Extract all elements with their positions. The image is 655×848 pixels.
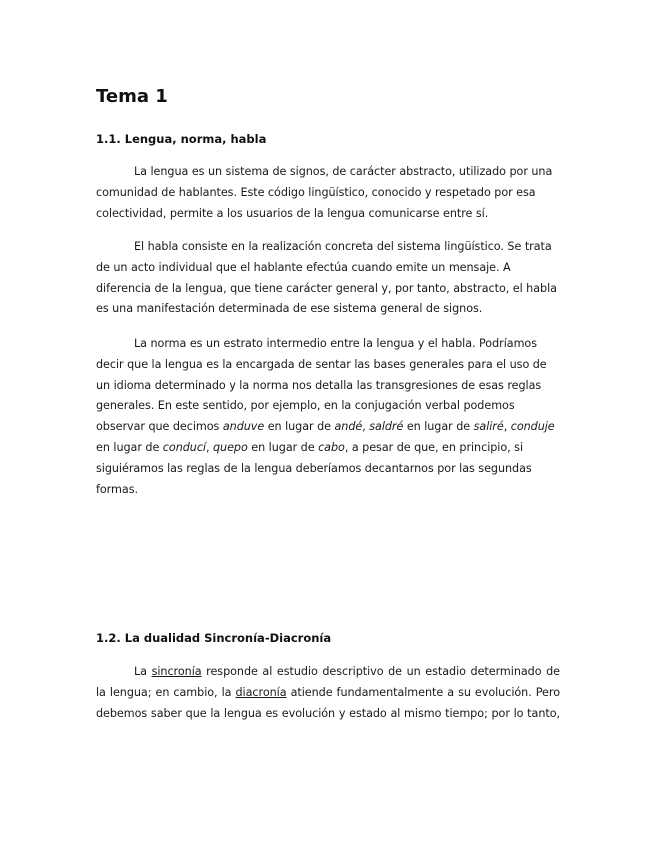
connector: en lugar de	[403, 420, 474, 434]
separator: ,	[503, 420, 511, 434]
connector: en lugar de	[96, 440, 163, 454]
norma-text-a: La norma es un estrato intermedio entre la lengua y el habla. Podríamos decir que la lengua es la encargada de sentar las bases generales para el uso de un idioma determinado y la norma nos detalla las transgresiones de esas reglas generales. En este sentido, por ejemplo, en la conjugación verbal podemos observar que decimos	[96, 337, 547, 434]
paragraph-lengua: La lengua es un sistema de signos, de carácter abstracto, utilizado por una comunidad de hablantes. Este código lingüístico, conocido y respetado por esa colectividad, permite a los usuarios de la lengua comunicarse entre sí.	[96, 165, 553, 220]
separator: ,	[205, 440, 213, 454]
example-conduje: conduje	[510, 420, 555, 434]
term-diacronia: diacronía	[235, 685, 287, 699]
section-heading-2: 1.2. La dualidad Sincronía-Diacronía	[96, 631, 332, 645]
example-saldre: saldré	[369, 420, 404, 434]
norma-text-b: , a pesar de que, en principio, si siguiéramos las reglas de la lengua deberíamos decantarnos por las segundas formas.	[96, 440, 532, 496]
diacronia-mid: atiende fundamentalmente a su evolución. Pero debemos saber que la lengua es evolución y estado al mismo tiempo; por lo tanto,	[96, 685, 560, 720]
example-salire: saliré	[473, 420, 504, 434]
separator: ,	[362, 420, 370, 434]
paragraph-sincronia-diacronia	[96, 662, 560, 724]
document-title: Tema 1	[96, 86, 168, 107]
connector: en lugar de	[264, 420, 335, 434]
section-heading-1: 1.1. Lengua, norma, habla	[96, 132, 267, 146]
example-anduve: anduve	[222, 420, 265, 434]
example-ande: andé	[334, 420, 363, 434]
sincronia-mid: responde al estudio descriptivo de un estadio determinado de la lengua; en cambio, la	[96, 665, 560, 699]
paragraph-norma	[96, 334, 560, 500]
paragraph-habla: El habla consiste en la realización concreta del sistema lingüístico. Se trata de un acto individual que el hablante efectúa cuando emite un mensaje. A diferencia de la lengua, que tiene carácter general y, por tanto, abstracto, el habla es una manifestación determinada de ese sistema general de signos.	[96, 240, 557, 316]
example-quepo: quepo	[213, 440, 248, 454]
connector: en lugar de	[247, 440, 319, 454]
example-conduci: conducí	[162, 440, 206, 454]
sincronia-pre: La	[134, 665, 152, 678]
term-sincronia: sincronía	[151, 665, 202, 678]
example-cabo: cabo	[318, 440, 345, 454]
